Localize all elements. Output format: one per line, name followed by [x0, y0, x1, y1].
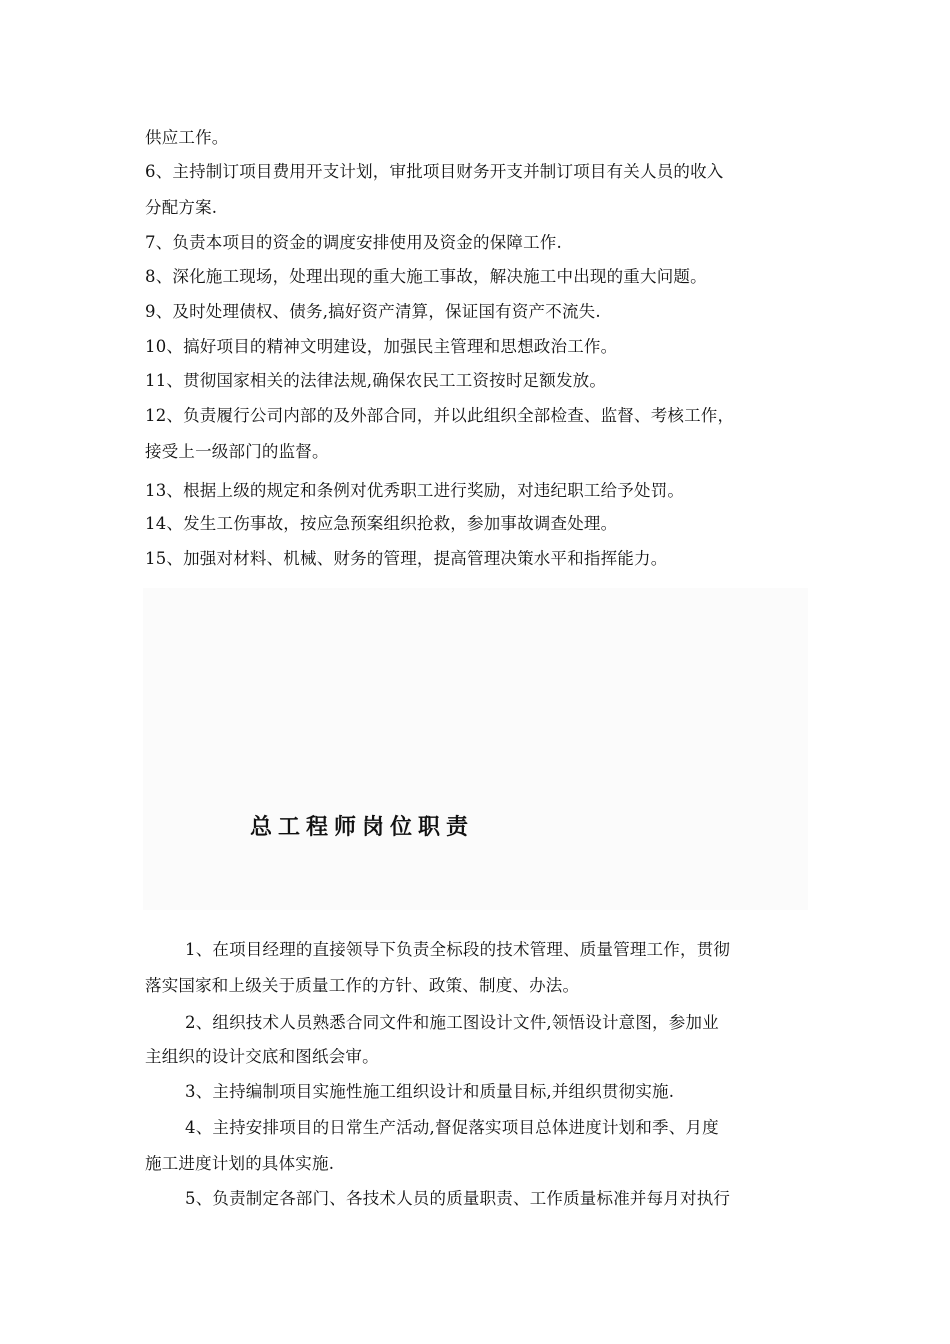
text-line: 3、主持编制项目实施性施工组织设计和质量目标,并组织贯彻实施. [185, 1082, 675, 1101]
text-line: 8、深化施工现场，处理出现的重大施工事故，解决施工中出现的重大问题。 [145, 267, 707, 286]
text-line: 2、组织技术人员熟悉合同文件和施工图设计文件,领悟设计意图，参加业 [185, 1013, 719, 1032]
text-line: 分配方案. [145, 198, 218, 217]
text-line: 5、负责制定各部门、各技术人员的质量职责、工作质量标准并每月对执行 [185, 1189, 731, 1208]
text-line: 15、加强对材料、机械、财务的管理，提高管理决策水平和指挥能力。 [145, 549, 668, 568]
text-line: 施工进度计划的具体实施. [145, 1154, 335, 1173]
section-title: 总工程师岗位职责 [250, 815, 475, 840]
text-line: 12、负责履行公司内部的及外部合同，并以此组织全部检查、监督、考核工作， [145, 406, 735, 425]
text-line: 4、主持安排项目的日常生产活动,督促落实项目总体进度计划和季、月度 [185, 1118, 719, 1137]
text-line: 14、发生工伤事故，按应急预案组织抢救，参加事故调查处理。 [145, 514, 618, 533]
text-line: 7、负责本项目的资金的调度安排使用及资金的保障工作. [145, 233, 562, 252]
text-line: 落实国家和上级关于质量工作的方针、政策、制度、办法。 [145, 976, 580, 995]
text-line: 接受上一级部门的监督。 [145, 442, 329, 461]
text-line: 9、及时处理债权、债务,搞好资产清算，保证国有资产不流失. [145, 302, 601, 321]
text-line: 10、搞好项目的精神文明建设，加强民主管理和思想政治工作。 [145, 337, 618, 356]
text-line: 供应工作。 [145, 128, 229, 147]
text-line: 13、根据上级的规定和条例对优秀职工进行奖励，对违纪职工给予处罚。 [145, 481, 685, 500]
text-line: 主组织的设计交底和图纸会审。 [145, 1047, 379, 1066]
text-line: 6、主持制订项目费用开支计划，审批项目财务开支并制订项目有关人员的收入 [145, 162, 724, 181]
text-line: 11、贯彻国家相关的法律法规,确保农民工工资按时足额发放。 [145, 371, 607, 390]
text-line: 1、在项目经理的直接领导下负责全标段的技术管理、质量管理工作，贯彻 [185, 940, 731, 959]
shaded-area [143, 588, 808, 910]
